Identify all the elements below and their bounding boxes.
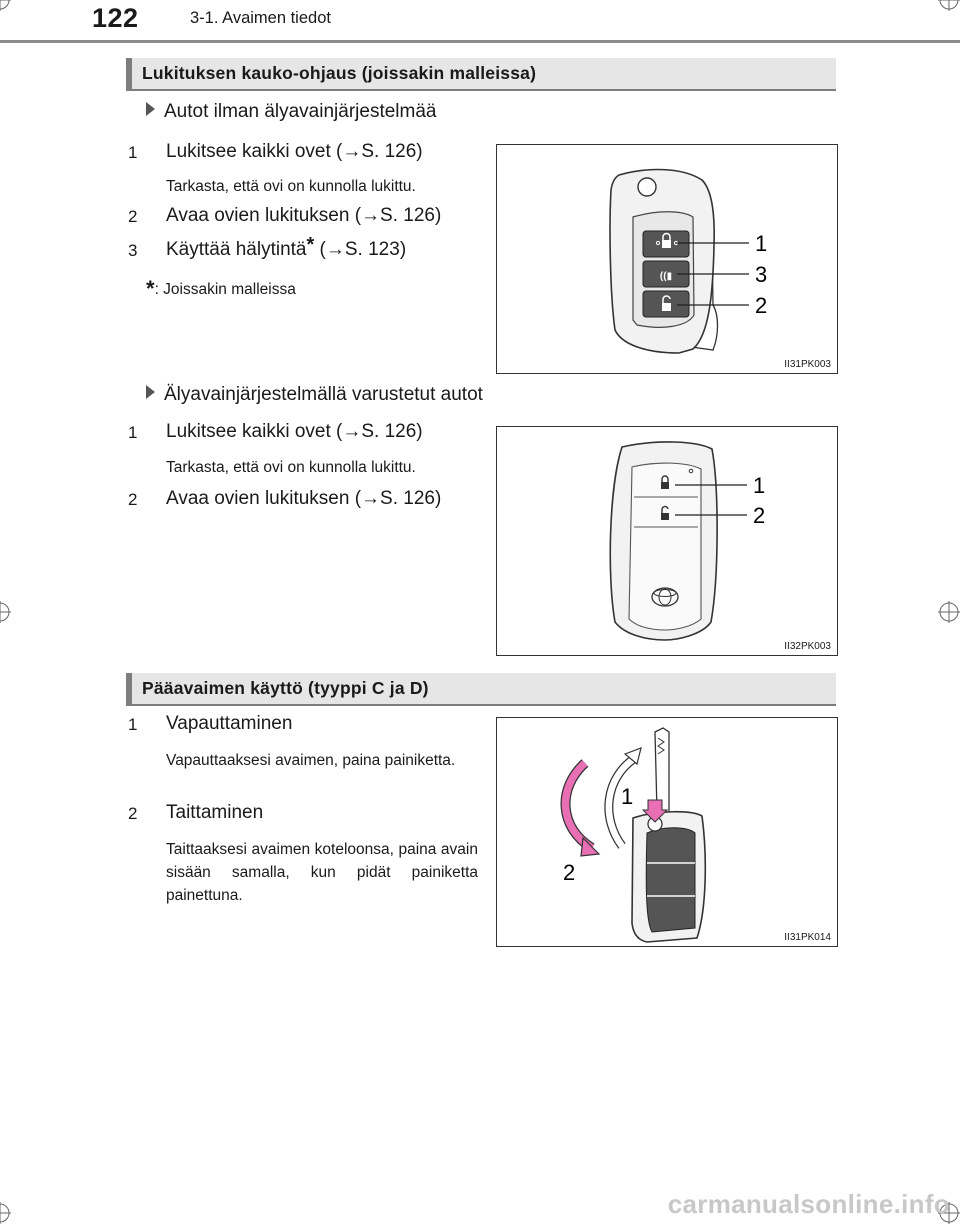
section-title: Lukituksen kauko-ohjaus (joissakin malleissa) bbox=[142, 63, 537, 83]
item-text: Avaa ovien lukituksen (→S. 126) bbox=[166, 205, 442, 226]
item-number: 1 bbox=[128, 715, 138, 734]
crop-mark-top-right bbox=[938, 0, 960, 11]
callout-number: 2 bbox=[753, 503, 766, 528]
item-text: Lukitsee kaikki ovet (→S. 126) bbox=[166, 421, 423, 442]
item-note: Vapauttaaksesi avaimen, paina painiketta. bbox=[166, 752, 456, 769]
callout-number: 1 bbox=[621, 784, 634, 809]
svg-text:((▮: ((▮ bbox=[659, 271, 673, 282]
item-text: Vapauttaminen bbox=[166, 713, 293, 734]
crop-mark-top-left bbox=[0, 0, 11, 11]
figure-key-release-fold bbox=[496, 717, 838, 947]
key-release-fold-illustration bbox=[497, 718, 837, 946]
section-title-bar bbox=[126, 673, 836, 706]
item-note: Tarkasta, että ovi on kunnolla lukittu. bbox=[166, 459, 416, 476]
watermark: carmanualsonline.info bbox=[667, 1189, 950, 1219]
triangle-bullet-icon bbox=[146, 102, 155, 116]
page-number: 122 bbox=[92, 3, 139, 33]
item-number: 2 bbox=[128, 804, 138, 823]
item-text-main: Käyttää hälytintä bbox=[166, 239, 307, 260]
item-text-ref: (→S. 123) bbox=[314, 239, 407, 260]
item-text: Taittaminen bbox=[166, 802, 264, 823]
item-text: Lukitsee kaikki ovet (→S. 126) bbox=[166, 141, 423, 162]
smart-key-illustration bbox=[497, 427, 837, 655]
flip-key-remote-illustration bbox=[497, 145, 837, 373]
group-heading-text: Autot ilman älyavainjärjestelmää bbox=[164, 101, 437, 122]
item-number: 2 bbox=[128, 207, 138, 226]
group-heading bbox=[146, 101, 436, 123]
figure-smart-key bbox=[496, 426, 838, 656]
figure-flip-key-remote bbox=[496, 144, 838, 374]
section-bar-accent bbox=[126, 58, 132, 91]
figure-code: II31PK014 bbox=[784, 932, 831, 943]
callout-number: 2 bbox=[563, 860, 576, 885]
callout-number: 1 bbox=[755, 231, 768, 256]
triangle-bullet-icon bbox=[146, 385, 155, 399]
section-bar-accent bbox=[126, 673, 132, 706]
item-note: Taittaaksesi avaimen koteloonsa, paina avain sisään samalla, kun pidät painiketta painettuna. bbox=[166, 841, 478, 904]
item-text: Avaa ovien lukituksen (→S. 126) bbox=[166, 488, 442, 509]
callout-number: 3 bbox=[755, 262, 768, 287]
group-heading bbox=[146, 384, 483, 406]
header-rule bbox=[0, 40, 960, 43]
footnote-text: : Joissakin malleissa bbox=[154, 281, 296, 298]
figure-code: II32PK003 bbox=[784, 641, 831, 652]
section-label: 3-1. Avaimen tiedot bbox=[190, 9, 331, 27]
footnote bbox=[146, 276, 296, 302]
footnote-star: * bbox=[146, 276, 155, 301]
group-heading-text: Älyavainjärjestelmällä varustetut autot bbox=[164, 384, 483, 405]
crop-mark-mid-right bbox=[938, 601, 960, 623]
callout-number: 2 bbox=[755, 293, 768, 318]
footnote-star: * bbox=[306, 234, 315, 256]
crop-mark-mid-left bbox=[0, 601, 11, 623]
item-number: 1 bbox=[128, 143, 138, 162]
item-number: 2 bbox=[128, 490, 138, 509]
item-number: 3 bbox=[128, 241, 138, 260]
figure-code: II31PK003 bbox=[784, 359, 831, 370]
callout-number: 1 bbox=[753, 473, 766, 498]
crop-mark-bottom-left bbox=[0, 1202, 11, 1224]
section-title-bar bbox=[126, 58, 836, 91]
item-note: Tarkasta, että ovi on kunnolla lukittu. bbox=[166, 178, 416, 195]
section-title: Pääavaimen käyttö (tyyppi C ja D) bbox=[142, 678, 429, 698]
item-text-alarm bbox=[166, 234, 407, 261]
item-number: 1 bbox=[128, 423, 138, 442]
